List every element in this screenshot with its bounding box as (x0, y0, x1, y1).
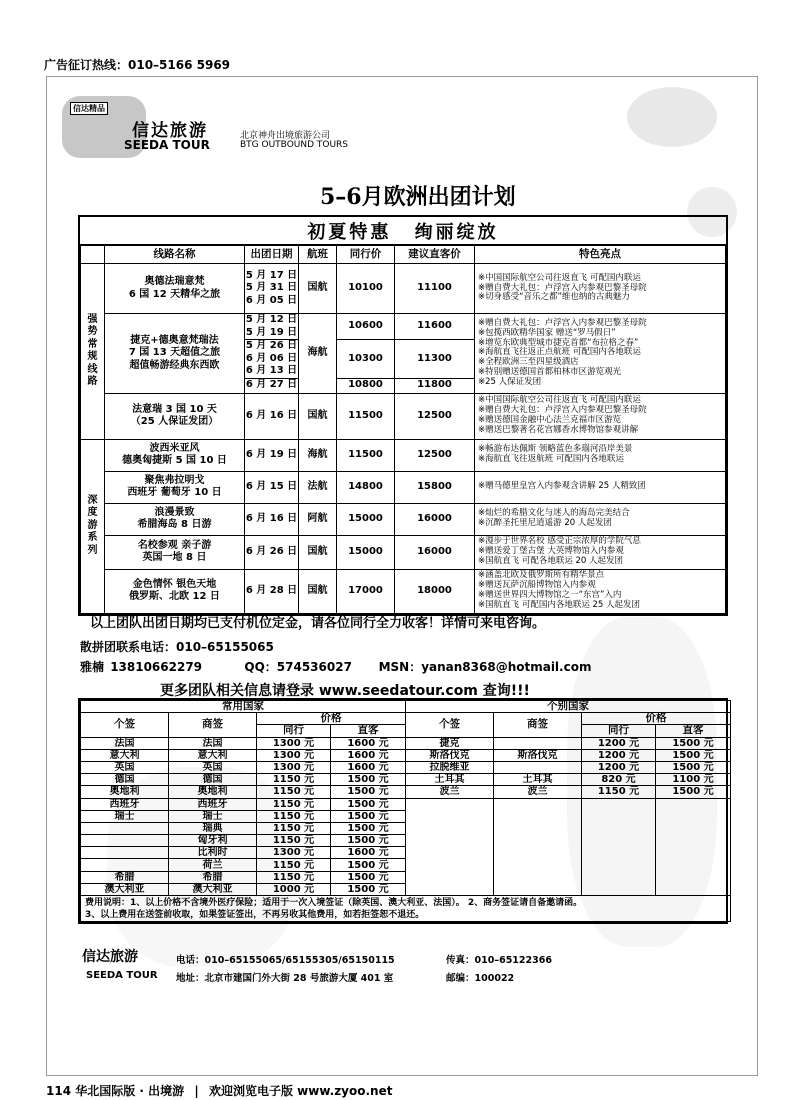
peer-price: 1300 元 (257, 761, 331, 773)
header-retail-price: 建议直客价 (395, 246, 475, 264)
direct-price: 1500 元 (331, 810, 406, 822)
retail-price: 16000 (395, 503, 475, 535)
peer-price (582, 835, 656, 847)
visa-row (81, 798, 731, 810)
brand-name-cn: 信达旅游 (132, 121, 208, 141)
direct-price: 1500 元 (656, 749, 731, 761)
individual-visa: 意大利 (81, 749, 169, 761)
peer-price (582, 798, 656, 810)
notice-text: 以上团队出团日期均已支付机位定金，请各位同行全力收客！详情可来电咨询。 (90, 616, 546, 631)
footer-fax: 传真：010–65122366 (446, 955, 552, 966)
direct-price (656, 835, 731, 847)
individual-visa: 法国 (81, 737, 169, 749)
visa-row (81, 749, 731, 761)
direct-price: 1500 元 (331, 871, 406, 883)
peer-price: 1200 元 (582, 737, 656, 749)
visa-row (81, 810, 731, 822)
individual-visa: 奥地利 (81, 786, 169, 798)
table-row (81, 314, 726, 340)
peer-price: 15000 (337, 503, 395, 535)
visa-row (81, 871, 731, 883)
dates: 5 月 26 日 6 月 06 日 6 月 13 日 (245, 340, 298, 376)
table-row (81, 471, 726, 503)
business-visa: 斯洛伐克 (494, 749, 582, 761)
visa-row (81, 847, 731, 859)
page-footer (46, 1082, 392, 1099)
peer-price: 1000 元 (257, 883, 331, 895)
individual-visa (406, 871, 494, 883)
fee-notes (81, 896, 731, 922)
business-visa (494, 798, 582, 810)
individual-visa: 英国 (81, 761, 169, 773)
features: ※中国国际航空公司往返直飞 可配国内联运 ※赠自费大礼包：卢浮宫入内参观巴黎圣母院 ※赠送德国金融中心法兰克福市区游览 ※赠送巴黎著名花宫娜香水博物馆参观讲解 (475, 393, 726, 439)
direct-price: 1500 元 (331, 883, 406, 895)
individual-visa (406, 835, 494, 847)
business-visa (494, 761, 582, 773)
plan-title: 5–6月欧洲出团计划 (320, 184, 516, 210)
visa-row (81, 883, 731, 895)
peer-price: 1150 元 (257, 859, 331, 871)
business-visa: 意大利 (169, 749, 257, 761)
special-countries-title: 个别国家 (406, 701, 731, 713)
peer-price: 14800 (337, 471, 395, 503)
direct-price: 1600 元 (331, 737, 406, 749)
fee-line-2: 3、以上费用在送签前收取，如果签证签出，不再另收其他费用，如若拒签恕不退还。 (85, 909, 425, 920)
dates: 5 月 17 日 5 月 31 日 6 月 05 日 (245, 264, 299, 314)
retail-price: 15800 (395, 471, 475, 503)
visa-table (80, 700, 731, 922)
peer-price: 1200 元 (582, 761, 656, 773)
business-visa: 奥地利 (169, 786, 257, 798)
business-visa: 瑞典 (169, 822, 257, 834)
business-visa: 荷兰 (169, 859, 257, 871)
brand-name-en: SEEDA TOUR (124, 138, 210, 152)
direct-price: 1500 元 (656, 786, 731, 798)
visa-row (81, 774, 731, 786)
peer-price: 1300 元 (257, 749, 331, 761)
business-visa: 德国 (169, 774, 257, 786)
individual-visa (81, 835, 169, 847)
retail-price: 12500 (395, 393, 475, 439)
ad-hotline: 广告征订热线：010–5166 5969 (44, 58, 231, 72)
dates: 6 月 15 日 (245, 471, 299, 503)
peer-price (582, 822, 656, 834)
category-label: 强势常规线路 (87, 313, 98, 388)
retail-price: 12500 (395, 439, 475, 471)
visa-row (81, 822, 731, 834)
visa-section-header (81, 701, 731, 713)
section-name: 华北国际版 · 出境游 (75, 1084, 185, 1098)
features: ※中国国际航空公司往返直飞 可配国内联运 ※赠自费大礼包：卢浮宫入内参观巴黎圣母院 ※切身感受“音乐之都”维也纳的古典魅力 (475, 264, 726, 314)
dates: 6 月 27 日 (245, 378, 299, 393)
route-name: 金色情怀 银色天地 俄罗斯、北欧 12 日 (105, 569, 245, 613)
peer-price: 1150 元 (257, 798, 331, 810)
route-name: 名校参观 亲子游 英国一地 8 日 (105, 535, 245, 569)
direct-price (656, 810, 731, 822)
retail-price: 18000 (395, 569, 475, 613)
company-name-cn: 北京神舟出境旅游公司 (240, 131, 331, 141)
fee-row (81, 896, 731, 922)
dates: 5 月 12 日 5 月 19 日 (245, 314, 298, 338)
features: ※涵盖北欧及俄罗斯所有精华景点 ※赠送瓦萨沉船博物馆入内参观 ※赠送世界四大博物馆之一“东宫”入内 ※国航直飞 可配国内各地联运 25 人起发团 (475, 569, 726, 613)
flight: 法航 (299, 471, 337, 503)
contact-mobile: 13810662279 (110, 660, 203, 674)
direct-price: 1600 元 (331, 847, 406, 859)
contact-msn: MSN：yanan8368@hotmail.com (378, 660, 592, 674)
direct-price: 1500 元 (656, 761, 731, 773)
features: ※灿烂的希腊文化与迷人的海岛完美结合 ※沉醉圣托里尼逍遥游 20 人起发团 (475, 503, 726, 535)
table-row (81, 439, 726, 471)
website-banner[interactable]: 更多团队相关信息请登录 www.seedatour.com 查询!!! (160, 683, 530, 699)
peer-price: 1150 元 (257, 810, 331, 822)
direct-price (656, 883, 731, 895)
header-date: 出团日期 (245, 246, 299, 264)
flower-decoration (627, 87, 717, 147)
fee-label: 费用说明： (85, 897, 131, 908)
tour-table (80, 245, 726, 614)
footer-brand-en: SEEDA TOUR (86, 970, 158, 981)
business-visa (494, 835, 582, 847)
footer-zip: 邮编：100022 (446, 973, 515, 984)
visa-row (81, 761, 731, 773)
common-countries-title: 常用国家 (81, 701, 406, 713)
peer-price (582, 859, 656, 871)
retail-price: 11800 (395, 378, 475, 393)
tour-schedule (78, 215, 728, 616)
peer-price: 17000 (337, 569, 395, 613)
peer-price: 10100 (337, 264, 395, 314)
individual-visa (81, 859, 169, 871)
logo-badge: 信达精品 (70, 102, 108, 115)
table-row (81, 264, 726, 314)
direct-price: 1500 元 (331, 774, 406, 786)
peer-price: 1300 元 (257, 737, 331, 749)
individual-visa: 土耳其 (406, 774, 494, 786)
visa-row (81, 835, 731, 847)
peer-price (582, 847, 656, 859)
peer-price (582, 871, 656, 883)
direct-price: 1500 元 (331, 822, 406, 834)
individual-visa: 希腊 (81, 871, 169, 883)
dates: 6 月 19 日 (245, 439, 299, 471)
retail-price: 11300 (395, 340, 475, 379)
retail-price: 11100 (395, 264, 475, 314)
direct-price (656, 847, 731, 859)
business-visa: 法国 (169, 737, 257, 749)
features: ※漫步于世界名校 感受正宗浓厚的学院气息 ※赠送爱丁堡古堡 大英博物馆入内参观 ※国航直飞 可配各地联运 20 人起发团 (475, 535, 726, 569)
individual-visa (406, 822, 494, 834)
route-name: 捷克+德奥意梵瑞法 7 国 13 天超值之旅 超值畅游经典东西欧 (105, 314, 245, 394)
features: ※畅游布达佩斯 领略蓝色多瑙河沿岸美景 ※海航直飞往返航班 可配国内各地联运 (475, 439, 726, 471)
peer-price: 1150 元 (257, 786, 331, 798)
flight: 海航 (299, 439, 337, 471)
business-visa (494, 822, 582, 834)
retail-price: 11600 (395, 314, 475, 340)
peer-price: 820 元 (582, 774, 656, 786)
flight: 国航 (299, 264, 337, 314)
route-name: 浪漫景致 希腊海岛 8 日游 (105, 503, 245, 535)
separator: | (194, 1084, 199, 1098)
category-label: 深度游系列 (87, 494, 98, 556)
route-name: 奥德法瑞意梵 6 国 12 天精华之旅 (105, 264, 245, 314)
peer-price (582, 883, 656, 895)
flight: 海航 (299, 314, 337, 394)
route-name: 聚焦弗拉明戈 西班牙 葡萄牙 10 日 (105, 471, 245, 503)
footer-address: 地址：北京市建国门外大街 28 号旅游大厦 401 室 (176, 973, 394, 984)
retail-price: 16000 (395, 535, 475, 569)
peer-price: 1150 元 (582, 786, 656, 798)
flight: 国航 (299, 393, 337, 439)
business-visa: 英国 (169, 761, 257, 773)
dates: 6 月 28 日 (245, 569, 299, 613)
banner-title: 初夏特惠 绚丽绽放 (80, 217, 726, 245)
individual-visa (406, 810, 494, 822)
flight: 阿航 (299, 503, 337, 535)
peer-price: 11500 (337, 393, 395, 439)
business-visa: 瑞士 (169, 810, 257, 822)
business-visa: 希腊 (169, 871, 257, 883)
dates: 6 月 16 日 (245, 503, 299, 535)
direct-price (656, 822, 731, 834)
visa-row (81, 786, 731, 798)
features: ※赠马德里皇宫入内参观含讲解 25 人精致团 (475, 471, 726, 503)
individual-visa: 波兰 (406, 786, 494, 798)
business-visa: 波兰 (494, 786, 582, 798)
direct-price: 1100 元 (656, 774, 731, 786)
direct-price: 1500 元 (331, 798, 406, 810)
header-direct: 直客 (331, 725, 406, 737)
peer-price: 11500 (337, 439, 395, 471)
individual-visa (406, 798, 494, 810)
contact-name: 雅楠 (80, 660, 105, 674)
direct-price: 1500 元 (331, 859, 406, 871)
header-flight: 航班 (299, 246, 337, 264)
footer-url[interactable]: www.zyoo.net (297, 1084, 393, 1098)
business-visa: 比利时 (169, 847, 257, 859)
contact-details (80, 658, 730, 675)
flight: 国航 (299, 535, 337, 569)
direct-price: 1600 元 (331, 761, 406, 773)
visa-price-section (78, 698, 728, 924)
direct-price (656, 798, 731, 810)
route-name: 波西米亚风 德奥匈捷斯 5 国 10 日 (105, 439, 245, 471)
direct-price: 1600 元 (331, 749, 406, 761)
business-visa: 匈牙利 (169, 835, 257, 847)
header-business-visa: 商签 (494, 713, 582, 737)
individual-visa: 斯洛伐克 (406, 749, 494, 761)
peer-price: 10300 (337, 340, 395, 379)
table-row (81, 535, 726, 569)
header-business-visa: 商签 (169, 713, 257, 737)
header-price: 价格 (582, 713, 731, 725)
features: ※赠自费大礼包：卢浮宫入内参观巴黎圣母院 ※包揽西欧精华国家 赠送“罗马假日” ※增览东欧典型城市捷克首都“布拉格之春” ※海航直飞往返正点航班 可配国内各地联运 ※全程欧洲三至四星级酒店 ※特别赠送德国首都柏林市区游览观光 ※25 人保证发团 (475, 314, 726, 394)
direct-price: 1500 元 (656, 737, 731, 749)
individual-visa (406, 847, 494, 859)
peer-price: 1200 元 (582, 749, 656, 761)
direct-price (656, 871, 731, 883)
peer-price: 10600 (337, 314, 395, 340)
header-features: 特色亮点 (475, 246, 726, 264)
business-visa: 西班牙 (169, 798, 257, 810)
direct-price: 1500 元 (331, 786, 406, 798)
individual-visa (406, 859, 494, 871)
company-name-en: BTG OUTBOUND TOURS (240, 140, 349, 150)
route-name: 法意瑞 3 国 10 天 （25 人保证发团） (105, 393, 245, 439)
visa-row (81, 737, 731, 749)
peer-price: 1150 元 (257, 774, 331, 786)
business-visa: 澳大利亚 (169, 883, 257, 895)
peer-price: 1300 元 (257, 847, 331, 859)
peer-price (582, 810, 656, 822)
visa-row (81, 859, 731, 871)
business-visa (494, 810, 582, 822)
header-peer: 同行 (257, 725, 331, 737)
direct-price (656, 859, 731, 871)
header-price: 价格 (257, 713, 406, 725)
header-route: 线路名称 (105, 246, 245, 264)
contact-qq: QQ：574536027 (244, 660, 352, 674)
table-row (81, 569, 726, 613)
individual-visa: 西班牙 (81, 798, 169, 810)
individual-visa: 德国 (81, 774, 169, 786)
header-blank (81, 246, 105, 264)
page-number: 114 (46, 1084, 72, 1098)
direct-price: 1500 元 (331, 835, 406, 847)
header-peer-price: 同行价 (337, 246, 395, 264)
individual-visa (81, 847, 169, 859)
header-peer: 同行 (582, 725, 656, 737)
dates: 6 月 16 日 (245, 393, 299, 439)
table-row (81, 503, 726, 535)
business-visa (494, 859, 582, 871)
peer-price: 15000 (337, 535, 395, 569)
header-individual-visa: 个签 (406, 713, 494, 737)
footer-phone: 电话：010–65155065/65155305/65150115 (176, 955, 395, 966)
individual-visa (81, 822, 169, 834)
tagline: 欢迎浏览电子版 (208, 1084, 293, 1098)
individual-visa: 捷克 (406, 737, 494, 749)
header-direct: 直客 (656, 725, 731, 737)
peer-price: 1150 元 (257, 822, 331, 834)
business-visa (494, 737, 582, 749)
individual-visa: 拉脱维亚 (406, 761, 494, 773)
fee-line-1: 1、以上价格不含境外医疗保险；适用于一次入境签证（除英国、澳大利亚、法国）。 2、商务签证请自备邀请函。 (130, 897, 583, 908)
business-visa (494, 871, 582, 883)
peer-price: 1150 元 (257, 871, 331, 883)
business-visa (494, 847, 582, 859)
individual-visa: 澳大利亚 (81, 883, 169, 895)
peer-price: 1150 元 (257, 835, 331, 847)
group-contact-phone: 散拼团联系电话：010–65155065 (80, 640, 274, 654)
visa-col-header (81, 713, 731, 725)
peer-price: 10800 (337, 378, 395, 393)
business-visa (494, 883, 582, 895)
individual-visa: 瑞士 (81, 810, 169, 822)
business-visa: 土耳其 (494, 774, 582, 786)
header-individual-visa: 个签 (81, 713, 169, 737)
footer-brand-cn: 信达旅游 (82, 949, 138, 965)
flight: 国航 (299, 569, 337, 613)
table-row (81, 393, 726, 439)
dates: 6 月 26 日 (245, 535, 299, 569)
table-header-row (81, 246, 726, 264)
category-strong (81, 264, 105, 440)
individual-visa (406, 883, 494, 895)
category-deep (81, 439, 105, 613)
